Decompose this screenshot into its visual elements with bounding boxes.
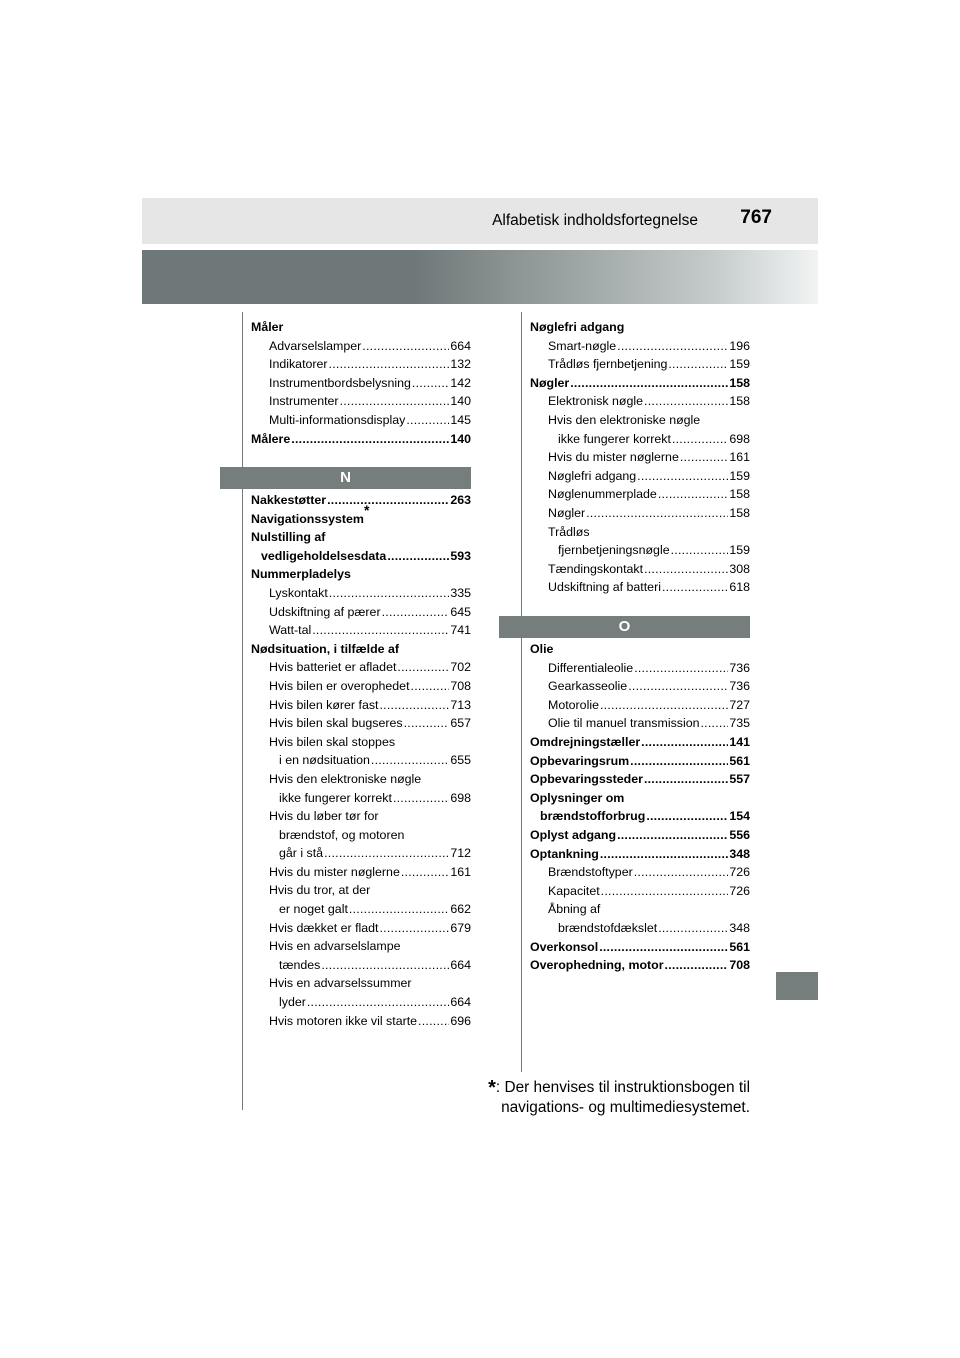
index-entry-page: 263	[450, 493, 471, 507]
index-entry-text: Trådløs fjernbetjening	[548, 357, 668, 372]
index-entry-text: tændes	[279, 957, 321, 972]
index-entry	[530, 938, 750, 957]
index-entry-page: 140	[450, 394, 471, 409]
index-entry-page: 708	[450, 678, 471, 693]
index-entry-text: Nøglenummerplade	[548, 487, 657, 502]
index-entry-text: Nulstilling af	[251, 530, 326, 545]
index-entry-page: 645	[450, 604, 471, 619]
index-entry	[251, 528, 471, 547]
index-entry-text: Målere	[251, 431, 291, 446]
dot-leader	[329, 355, 450, 374]
index-entry	[530, 541, 750, 560]
index-entry	[251, 355, 471, 374]
dot-leader	[634, 659, 728, 678]
index-column-right-o	[530, 640, 750, 975]
index-entry-page: 698	[729, 431, 750, 446]
index-entry-page: 158	[729, 394, 750, 409]
index-entry-page: 664	[450, 995, 471, 1010]
dot-leader	[644, 560, 728, 579]
index-entry-text: Hvis du mister nøglerne	[269, 864, 400, 879]
page-header	[142, 198, 818, 244]
index-entry-text: brændstofforbrug	[540, 809, 646, 824]
index-entry-text: brændstofdækslet	[558, 920, 658, 935]
index-entry-page: 158	[729, 375, 750, 390]
index-entry-page: 655	[450, 753, 471, 768]
index-entry-text: Hvis en advarselslampe	[269, 939, 401, 954]
index-entry-page: 662	[450, 902, 471, 917]
index-entry-text: Hvis den elektroniske nøgle	[548, 412, 701, 427]
footnote	[470, 1078, 750, 1118]
dot-leader	[321, 956, 449, 975]
entries-o	[530, 640, 750, 975]
index-entry-text: Instrumenter	[269, 394, 339, 409]
index-entry-text: Udskiftning af pærer	[269, 604, 381, 619]
index-entry-page: 736	[729, 679, 750, 694]
index-entry-page: 348	[729, 920, 750, 935]
index-entry-text: Nummerpladelys	[251, 567, 351, 582]
index-entry	[530, 900, 750, 919]
index-entry	[530, 411, 750, 430]
index-entry	[251, 337, 471, 356]
index-entry	[530, 355, 750, 374]
entries-n	[251, 491, 471, 1030]
index-entry	[251, 733, 471, 752]
dot-leader	[340, 392, 450, 411]
index-entry-page: 142	[450, 375, 471, 390]
index-entry-page: 741	[450, 623, 471, 638]
index-entry-text: Opbevaringsrum	[530, 753, 630, 768]
dot-leader	[658, 485, 729, 504]
index-entry-text: Olie	[530, 642, 554, 656]
dot-leader	[401, 863, 449, 882]
index-entry	[251, 974, 471, 993]
index-entry-text: Omdrejningstæller	[530, 734, 641, 749]
section-thumb-tab	[776, 972, 818, 1000]
index-entry	[530, 807, 750, 826]
index-entry-text: vedligeholdelsesdata	[261, 548, 387, 563]
index-entry-page: 664	[450, 338, 471, 353]
index-entry-page: 726	[729, 865, 750, 880]
index-entry-text: Nøgler	[530, 375, 570, 390]
page-number: 767	[740, 207, 772, 228]
index-entry	[530, 448, 750, 467]
dot-leader	[701, 714, 729, 733]
footnote-line-2: navigations- og multimediesystemet.	[501, 1099, 750, 1116]
index-column-left	[251, 318, 471, 448]
index-entry	[530, 733, 750, 752]
index-entry	[530, 863, 750, 882]
index-entry-text: Nakkestøtter	[251, 493, 327, 507]
dot-leader	[397, 658, 449, 677]
index-entry	[251, 411, 471, 430]
index-entry-page: 196	[729, 338, 750, 353]
index-entry	[251, 677, 471, 696]
dot-leader	[329, 584, 450, 603]
index-entry	[530, 523, 750, 542]
index-entry	[530, 714, 750, 733]
dot-leader	[641, 733, 728, 752]
index-entry-text: Hvis en advarselssummer	[269, 976, 412, 991]
letter-heading-n: N	[220, 467, 471, 489]
index-entry	[530, 504, 750, 523]
index-entry-text: Hvis bilen skal stoppes	[269, 734, 396, 749]
index-entry	[251, 565, 471, 584]
index-entry-page: 712	[450, 846, 471, 861]
footnote-line-1: : Der henvises til instruktionsbogen til	[495, 1079, 750, 1096]
index-entry-page: 736	[729, 660, 750, 675]
index-entry-text: Hvis du løber tør for	[269, 809, 379, 824]
dot-leader	[570, 374, 728, 393]
index-entry	[530, 374, 750, 393]
index-entry	[530, 845, 750, 864]
index-entry	[251, 751, 471, 770]
index-entry-text: Optankning	[530, 846, 599, 861]
index-entry-page: 308	[729, 561, 750, 576]
dot-leader	[671, 541, 729, 560]
index-entry-text: Advarselslamper	[269, 338, 362, 353]
index-entry-text: Hvis motoren ikke vil starte	[269, 1013, 418, 1028]
index-entry	[251, 502, 471, 529]
index-entry-text: Udskiftning af batteri	[548, 580, 661, 595]
index-entry-text: Hvis batteriet er afladet	[269, 660, 397, 675]
index-entry-text: Nødsituation, i tilfælde af	[251, 641, 399, 656]
index-entry	[251, 318, 471, 337]
index-entry-page: 618	[729, 580, 750, 595]
index-entry	[251, 547, 471, 566]
dot-leader	[644, 392, 728, 411]
index-entry	[530, 560, 750, 579]
index-entry-text: Watt-tal	[269, 623, 312, 638]
index-entry	[251, 584, 471, 603]
index-entry-text: går i stå	[279, 846, 324, 861]
index-entry-text: lyder	[279, 995, 306, 1010]
index-entry-page: 161	[729, 450, 750, 465]
index-entry	[251, 658, 471, 677]
index-entry-page: 348	[729, 846, 750, 861]
index-entry	[530, 882, 750, 901]
index-entry-page: 154	[729, 809, 750, 824]
index-entry-text: Oplyst adgang	[530, 827, 617, 842]
index-entry-page: 161	[450, 864, 471, 879]
index-entry	[530, 392, 750, 411]
dot-leader	[665, 956, 729, 975]
index-entry-text: Elektronisk nøgle	[548, 394, 644, 409]
index-entry-text: Instrumentbordsbelysning	[269, 375, 411, 390]
index-entry-page: 708	[729, 958, 750, 973]
index-entry	[251, 956, 471, 975]
index-entry-page: 713	[450, 697, 471, 712]
index-entry-page: 726	[729, 883, 750, 898]
dot-leader	[617, 826, 728, 845]
dot-leader	[662, 578, 728, 597]
index-entry	[251, 374, 471, 393]
dot-leader	[387, 547, 449, 566]
dot-leader	[628, 677, 728, 696]
dot-leader	[668, 355, 728, 374]
index-entry-text: fjernbetjeningsnøgle	[558, 543, 670, 558]
index-entry-text: Opbevaringssteder	[530, 772, 643, 787]
footnote-marker: *	[488, 1077, 496, 1099]
dot-leader	[412, 374, 449, 393]
dot-leader	[307, 993, 449, 1012]
index-entry-page: 159	[729, 357, 750, 372]
index-entry	[530, 318, 750, 337]
header-title: Alfabetisk indholdsfortegnelse	[492, 212, 698, 229]
dot-leader	[406, 411, 449, 430]
index-entry-text: er noget galt	[279, 902, 348, 917]
index-column-right	[530, 318, 750, 597]
index-entry-text: Smart-nøgle	[548, 338, 617, 353]
index-entry	[530, 696, 750, 715]
dot-leader	[382, 603, 450, 622]
index-entry	[251, 430, 471, 449]
index-entry-page: 159	[729, 468, 750, 483]
index-entry-page: 593	[450, 548, 471, 563]
index-entry-page: 335	[450, 585, 471, 600]
index-entry-text: Åbning af	[548, 902, 601, 917]
index-entry-text: Gearkasseolie	[548, 679, 628, 694]
letter-heading-o: O	[499, 616, 750, 638]
dot-leader	[658, 919, 728, 938]
index-entry-page: 140	[450, 431, 471, 446]
index-entry-page: 158	[729, 505, 750, 520]
dot-leader	[601, 882, 729, 901]
entries-m	[251, 318, 471, 448]
index-entry	[530, 640, 750, 659]
dot-leader	[617, 337, 728, 356]
index-entry	[530, 956, 750, 975]
index-entry-text: Hvis du tror, at der	[269, 883, 371, 898]
index-column-left-n	[251, 491, 471, 1030]
dot-leader	[327, 491, 449, 510]
index-entry-text: Hvis dækket er fladt	[269, 920, 379, 935]
index-entry-text: Hvis bilen er overophedet	[269, 678, 410, 693]
index-entry	[251, 392, 471, 411]
dot-leader	[312, 621, 449, 640]
index-entry	[251, 640, 471, 659]
dot-leader	[418, 1012, 449, 1031]
index-entry-text: Indikatorer	[269, 357, 328, 372]
index-entry-text: Hvis bilen kører fast	[269, 697, 379, 712]
index-entry-page: 132	[450, 357, 471, 372]
index-entry-text: brændstof, og motoren	[279, 827, 405, 842]
dot-leader	[634, 863, 729, 882]
dot-leader	[586, 504, 728, 523]
dot-leader	[644, 770, 728, 789]
index-entry	[251, 826, 471, 845]
index-entry-page: 702	[450, 660, 471, 675]
index-entry	[530, 578, 750, 597]
index-entry-text: Motorolie	[548, 697, 599, 712]
index-entry	[530, 770, 750, 789]
index-entry-text: Hvis den elektroniske nøgle	[269, 771, 422, 786]
index-entry	[530, 919, 750, 938]
index-entry	[251, 603, 471, 622]
index-entry	[251, 881, 471, 900]
index-entry-page: 698	[450, 790, 471, 805]
index-entry	[251, 1012, 471, 1031]
index-entry	[251, 770, 471, 789]
index-entry-text: Tændingskontakt	[548, 561, 644, 576]
index-entry-text: i en nødsituation	[279, 753, 370, 768]
index-entry	[530, 485, 750, 504]
index-entry	[530, 659, 750, 678]
index-entry	[530, 467, 750, 486]
index-entry	[530, 826, 750, 845]
index-entry-text: Nøgler	[548, 505, 586, 520]
index-entry-text: Multi-informationsdisplay	[269, 412, 406, 427]
index-entry-text: Navigationssystem	[251, 511, 364, 526]
entries-n-continued	[530, 318, 750, 597]
dot-leader	[599, 938, 728, 957]
index-entry-page: 679	[450, 920, 471, 935]
dot-leader	[630, 752, 728, 771]
column-divider-middle	[521, 312, 522, 1072]
index-entry	[251, 491, 471, 510]
dot-leader	[349, 900, 449, 919]
index-entry-page: 696	[450, 1013, 471, 1028]
dot-leader	[379, 696, 449, 715]
index-entry-page: 657	[450, 716, 471, 731]
index-entry	[530, 430, 750, 449]
dot-leader	[680, 448, 728, 467]
footnote-reference: *	[363, 502, 370, 519]
index-entry	[530, 677, 750, 696]
index-entry-text: Overophedning, motor	[530, 958, 664, 973]
index-entry	[530, 789, 750, 808]
index-entry	[251, 993, 471, 1012]
index-entry	[251, 696, 471, 715]
dot-leader	[600, 696, 728, 715]
index-entry-page: 664	[450, 957, 471, 972]
index-entry-text: Kapacitet	[548, 883, 600, 898]
dot-leader	[637, 467, 728, 486]
dot-leader	[600, 845, 728, 864]
index-entry-page: 159	[729, 543, 750, 558]
index-entry-text: ikke fungerer korrekt	[558, 431, 671, 446]
index-entry-text: Hvis bilen skal bugseres	[269, 716, 403, 731]
index-entry-page: 556	[729, 827, 750, 842]
dot-leader	[646, 807, 728, 826]
index-entry	[251, 863, 471, 882]
index-entry	[251, 807, 471, 826]
dot-leader	[291, 430, 449, 449]
index-entry	[251, 789, 471, 808]
index-entry-text: Nøglefri adgang	[530, 320, 625, 334]
index-entry-text: Hvis du mister nøglerne	[548, 450, 679, 465]
index-entry-text: Nøglefri adgang	[548, 468, 637, 483]
dot-leader	[362, 337, 449, 356]
index-entry-page: 158	[729, 487, 750, 502]
index-entry	[530, 752, 750, 771]
index-entry-text: Oplysninger om	[530, 790, 625, 805]
index-entry-text: Overkonsol	[530, 939, 599, 954]
dot-leader	[393, 789, 449, 808]
index-entry-text: ikke fungerer korrekt	[279, 790, 392, 805]
index-entry-page: 561	[729, 939, 750, 954]
index-entry	[251, 919, 471, 938]
index-entry-page: 735	[729, 716, 750, 731]
index-entry-text: Lyskontakt	[269, 585, 328, 600]
index-entry-text: Trådløs	[548, 524, 590, 539]
index-entry-page: 141	[729, 734, 750, 749]
dot-leader	[404, 714, 450, 733]
index-entry-page: 145	[450, 412, 471, 427]
dot-leader	[380, 919, 450, 938]
index-entry	[251, 714, 471, 733]
index-entry-page: 557	[729, 772, 750, 787]
index-entry-text: Måler	[251, 320, 284, 334]
column-divider-left	[242, 312, 243, 1110]
index-entry-text: Brændstoftyper	[548, 865, 633, 880]
index-entry-text: Olie til manuel transmission	[548, 716, 700, 731]
index-entry	[251, 844, 471, 863]
index-entry	[251, 937, 471, 956]
index-entry	[530, 337, 750, 356]
index-entry-text: Differentialeolie	[548, 660, 634, 675]
decorative-band	[142, 250, 818, 304]
index-entry-page: 727	[729, 697, 750, 712]
dot-leader	[324, 844, 449, 863]
index-entry	[251, 621, 471, 640]
index-entry	[251, 900, 471, 919]
dot-leader	[411, 677, 450, 696]
index-entry-page: 561	[729, 753, 750, 768]
dot-leader	[371, 751, 449, 770]
dot-leader	[672, 430, 728, 449]
